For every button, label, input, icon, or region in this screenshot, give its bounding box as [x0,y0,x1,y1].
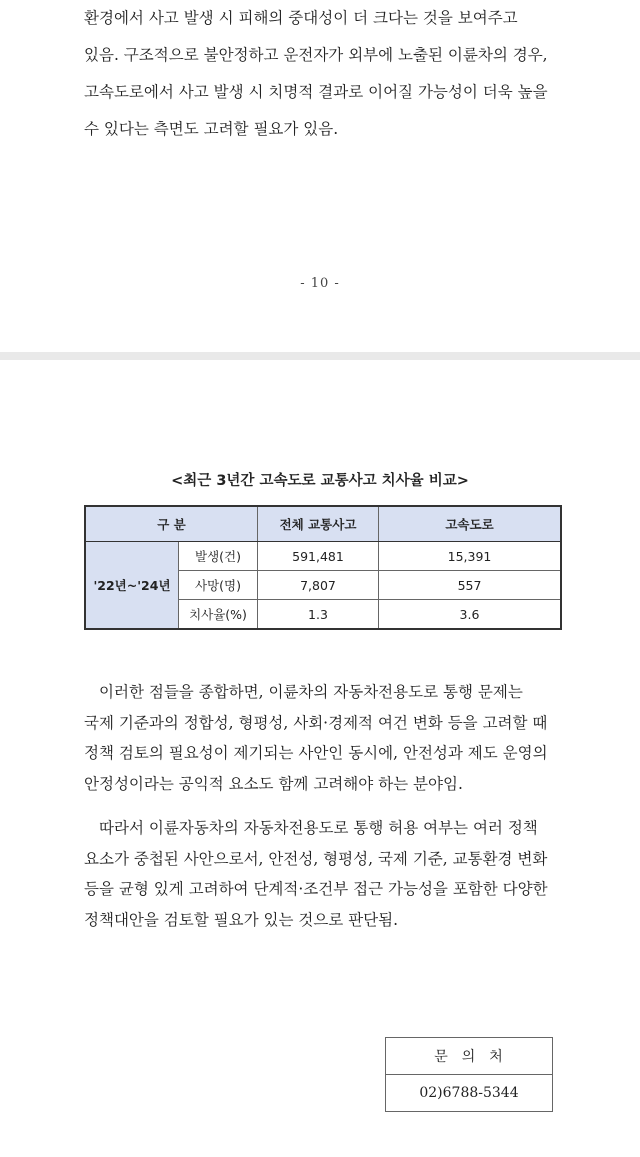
paragraph-line: 등을 균형 있게 고려하여 단계적·조건부 접근 가능성을 포함한 다양한 [84,880,548,898]
page-number: - 10 - [300,276,340,291]
table-title: <최근 3년간 고속도로 교통사고 치사율 비교> [171,473,469,489]
paragraph-line: 고속도로에서 사고 발생 시 치명적 결과로 이어질 가능성이 더욱 높을 [84,83,548,101]
header-highway: 고속도로 [379,506,562,542]
contact-phone[interactable]: 02)6788-5344 [386,1075,553,1112]
highway-value: 15,391 [379,542,562,571]
paragraph-line: 국제 기준과의 정합성, 형평성, 사회·경제적 여건 변화 등을 고려할 때 [84,713,548,732]
total-value: 7,807 [258,571,379,600]
header-total-accidents: 전체 교통사고 [258,506,379,542]
row-label: 발생(건) [179,542,258,571]
document-page-11 [0,360,640,1157]
paragraph-line: 따라서 이륜자동차의 자동차전용도로 통행 허용 여부는 여러 정책 [99,819,538,837]
contact-title: 문의처 [386,1038,553,1075]
paragraph-line: 환경에서 사고 발생 시 피해의 중대성이 더 크다는 것을 보여주고 [84,9,518,27]
paragraph-line: 있음. 구조적으로 불안정하고 운전자가 외부에 노출된 이륜차의 경우, [84,46,548,64]
row-label: 치사율(%) [179,600,258,630]
body-paragraph-2 [84,813,564,935]
highway-value: 557 [379,571,562,600]
body-paragraph-continued [84,0,564,148]
contact-box [385,1037,553,1112]
paragraph-line: 수 있다는 측면도 고려할 필요가 있음. [84,120,339,138]
total-value: 1.3 [258,600,379,630]
total-value: 591,481 [258,542,379,571]
paragraph-line: 요소가 중첩된 사안으로서, 안전성, 형평성, 국제 기준, 교통환경 변화 [84,849,548,868]
table-row [85,542,561,571]
accident-comparison-table [84,505,562,630]
period-cell: '22년~'24년 [85,542,179,630]
header-category: 구 분 [85,506,258,542]
row-label: 사망(명) [179,571,258,600]
body-paragraph-1 [84,677,564,799]
page-separator [0,352,640,360]
paragraph-line: 안정성이라는 공익적 요소도 함께 고려해야 하는 분야임. [84,774,463,793]
table-header-row [85,506,561,542]
paragraph-line: 이러한 점들을 종합하면, 이륜차의 자동차전용도로 통행 문제는 [99,683,523,701]
document-page-10 [0,0,640,352]
paragraph-line: 정책대안을 검토할 필요가 있는 것으로 판단됨. [84,910,399,929]
highway-value: 3.6 [379,600,562,630]
paragraph-line: 정책 검토의 필요성이 제기되는 사안인 동시에, 안전성과 제도 운영의 [84,744,548,762]
